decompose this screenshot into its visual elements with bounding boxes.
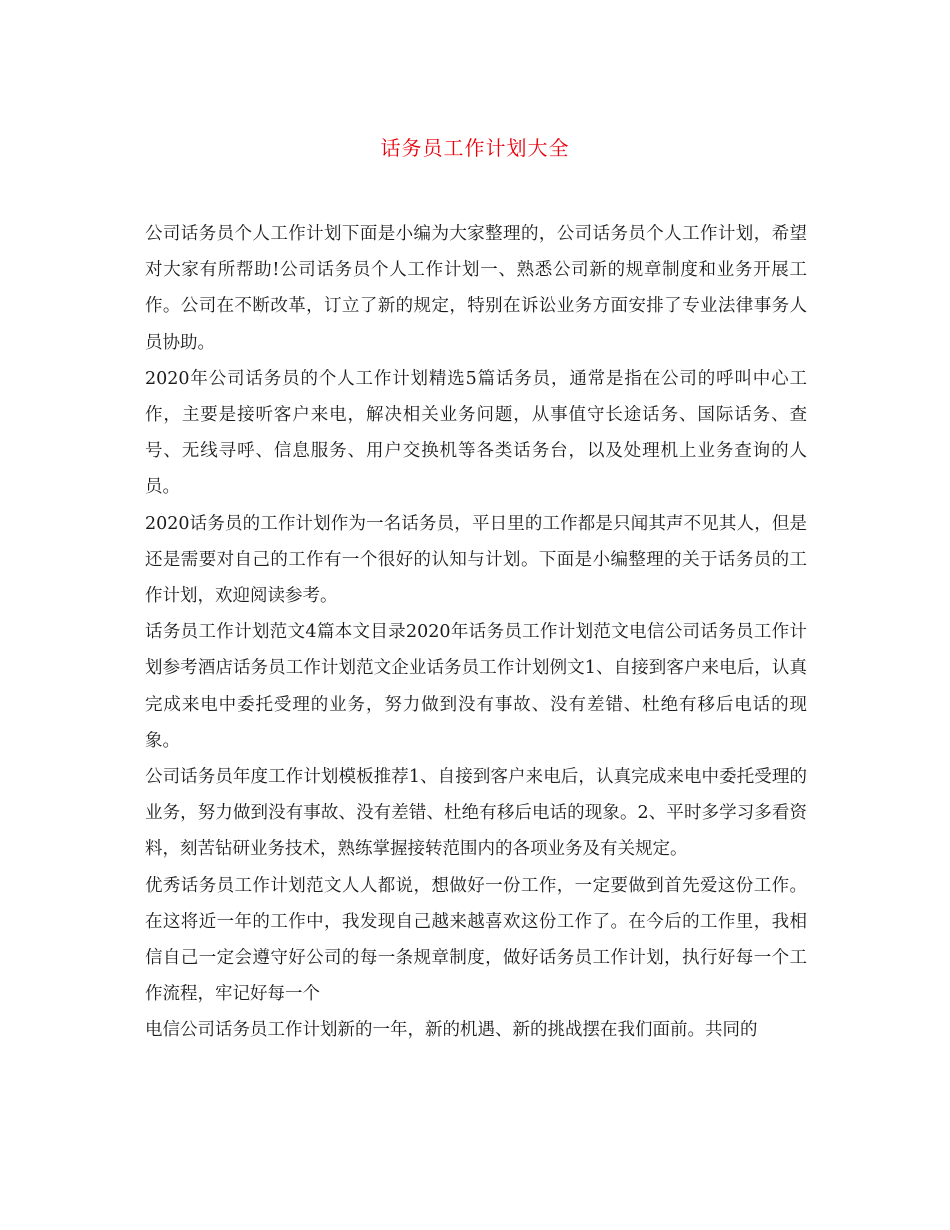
document-title: 话务员工作计划大全 xyxy=(380,136,570,160)
paragraph: 2020年公司话务员的个人工作计划精选5篇话务员，通常是指在公司的呼叫中心工作，主要是接听客户来电，解决相关业务问题，从事值守长途话务、国际话务、查号、无线寻呼、信息服务、用户交换机等各类话务台，以及处理机上业务查询的人员。 xyxy=(145,368,807,498)
paragraph: 2020话务员的工作计划作为一名话务员，平日里的工作都是只闻其声不见其人，但是还是需要对自己的工作有一个很好的认知与计划。下面是小编整理的关于话务员的工作计划，欢迎阅读参考。 xyxy=(145,513,807,607)
paragraph: 话务员工作计划范文4篇本文目录2020年话务员工作计划范文电信公司话务员工作计划参考酒店话务员工作计划范文企业话务员工作计划例文1、自接到客户来电后，认真完成来电中委托受理的业务，努力做到没有事故、没有差错、杜绝有移后电话的现象。 xyxy=(145,622,807,751)
paragraph: 电信公司话务员工作计划新的一年，新的机遇、新的挑战摆在我们面前。共同的 xyxy=(145,1020,758,1041)
paragraph: 公司话务员个人工作计划下面是小编为大家整理的，公司话务员个人工作计划，希望对大家有所帮助!公司话务员个人工作计划一、熟悉公司新的规章制度和业务开展工作。公司在不断改革，订立了新的规定，特别在诉讼业务方面安排了专业法律事务人员协助。 xyxy=(145,224,807,353)
paragraph: 公司话务员年度工作计划模板推荐1、自接到客户来电后，认真完成来电中委托受理的业务，努力做到没有事故、没有差错、杜绝有移后电话的现象。2、平时多学习多看资料，刻苦钻研业务技术，熟练掌握接转范围内的各项业务及有关规定。 xyxy=(145,767,807,860)
paragraph: 优秀话务员工作计划范文人人都说，想做好一份工作，一定要做到首先爱这份工作。在这将近一年的工作中，我发现自己越来越喜欢这份工作了。在今后的工作里，我相信自己一定会遵守好公司的每一条规章制度，做好话务员工作计划，执行好每一个工作流程，牢记好每一个 xyxy=(145,875,807,1005)
document-body xyxy=(145,216,807,1049)
